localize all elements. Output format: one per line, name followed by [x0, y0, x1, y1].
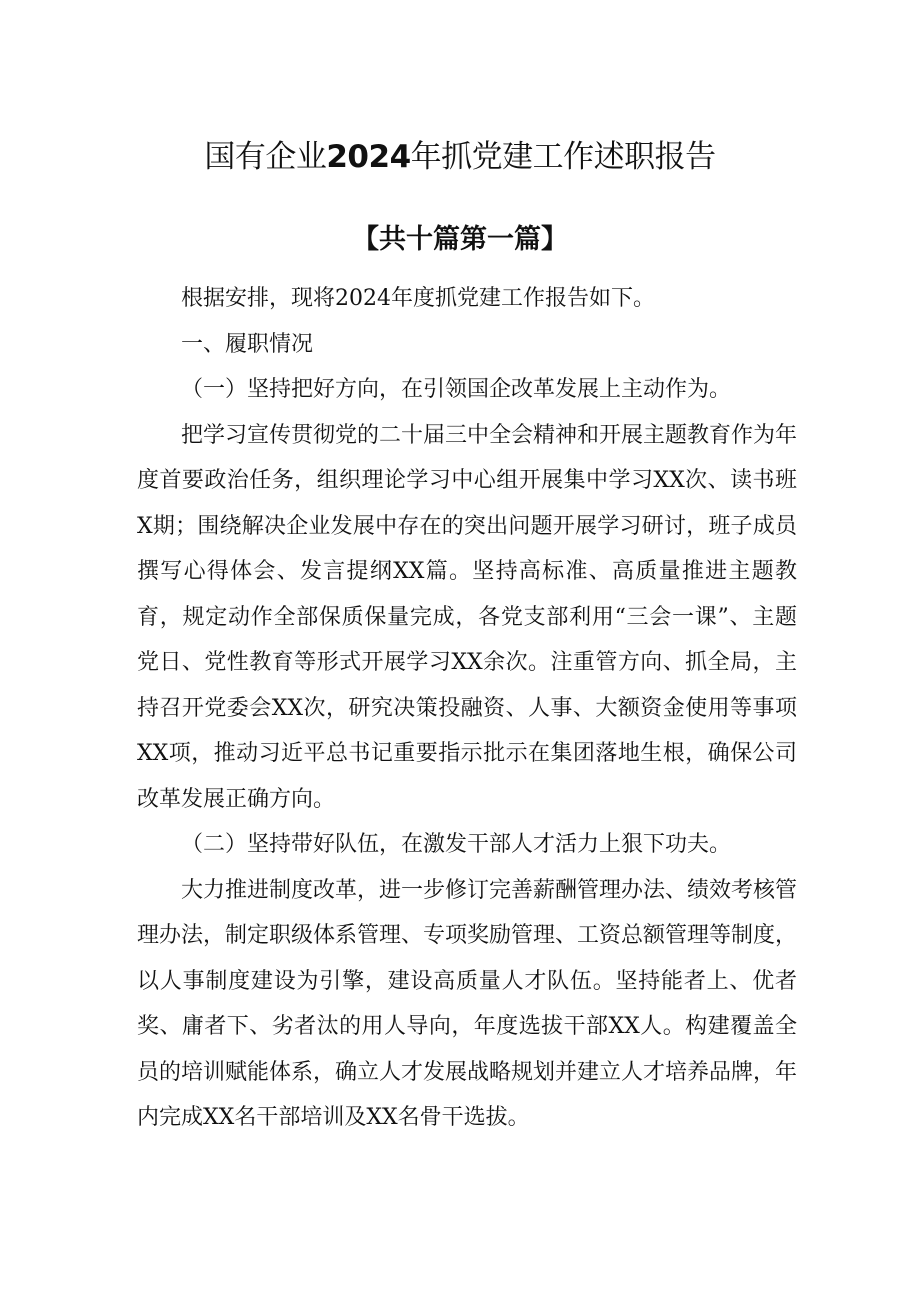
subsection-2-body: 大力推进制度改革，进一步修订完善薪酬管理办法、绩效考核管理办法，制定职级体系管理、专项奖励管理、工资总额管理等制度，以人事制度建设为引擎，建设高质量人才队伍。坚持能者上、优者奖、庸者下、劣者汰的用人导向，年度选拔干部XX人。构建覆盖全员的培训赋能体系，确立人才发展战略规划并建立人才培养品牌，年内完成XX名干部培训及XX名骨干选拔。: [137, 877, 798, 1130]
subsection-1-heading: （一）坚持把好方向，在引领国企改革发展上主动作为。: [181, 377, 732, 402]
document-title: [0, 132, 920, 182]
subsection-1-body: 把学习宣传贯彻党的二十届三中全会精神和开展主题教育作为年度首要政治任务，组织理论学习中心组开展集中学习XX次、读书班X期；围绕解决企业发展中存在的突出问题开展学习研讨，班子成员撰写心得体会、发言提纲XX篇。坚持高标准、高质量推进主题教育，规定动作全部保质保量完成，各党支部利用“三会一课”、主题党日、党性教育等形式开展学习XX余次。注重管方向、抓全局，主持召开党委会XX次，研究决策投融资、人事、大额资金使用等事项XX项，推动习近平总书记重要指示批示在集团落地生根，确保公司改革发展正确方向。: [137, 422, 798, 812]
title-prefix: 国有企业: [204, 139, 327, 175]
document-body: [137, 276, 797, 1141]
title-suffix: 年抓党建工作述职报告: [410, 139, 716, 175]
section-1-heading: 一、履职情况: [181, 331, 314, 357]
subsection-2-heading: （二）坚持带好队伍，在激发干部人才活力上狠下功夫。: [181, 832, 732, 857]
title-year: 2024: [326, 139, 411, 175]
intro-paragraph: 根据安排，现将2024年度抓党建工作报告如下。: [181, 286, 655, 311]
document-subtitle: 【共十篇第一篇】: [352, 224, 568, 255]
